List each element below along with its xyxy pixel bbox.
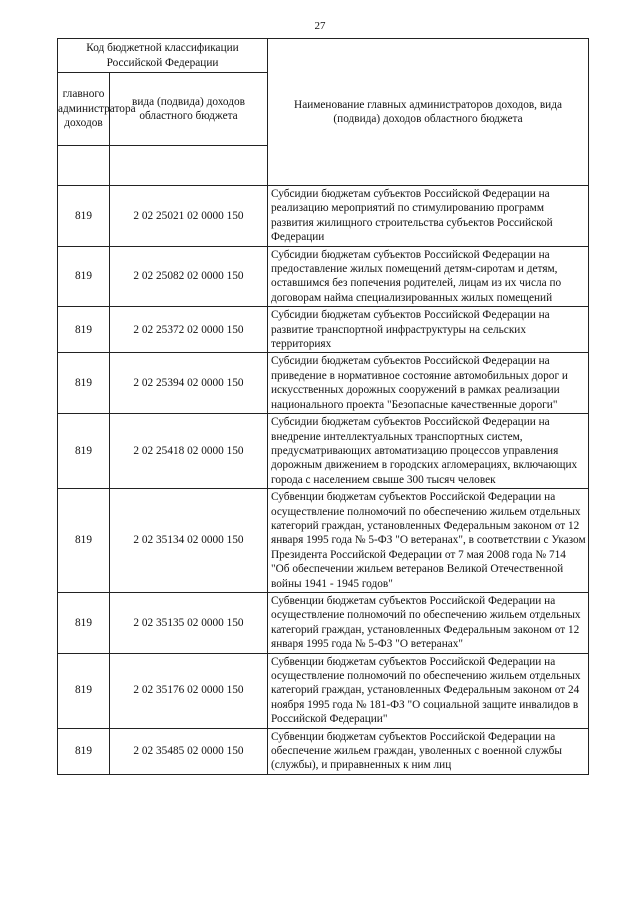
- income-name-cell: Субвенции бюджетам субъектов Российской Федерации на осуществление полномочий по обеспечению жильем отдельных категорий граждан, установленных Федеральным законом от 12 января 1995 года № 5-ФЗ "О ветеранах", в соответствии с Указом Президента Российской Федерации от 7 мая 2008 года № 714 "Об обеспечении жильем ветеранов Великой Отечественной войны 1941 - 1945 годов": [268, 489, 589, 593]
- income-code-cell: 2 02 35134 02 0000 150: [110, 489, 268, 593]
- table-row: [58, 186, 589, 247]
- income-name-cell: Субвенции бюджетам субъектов Российской Федерации на осуществление полномочий по обеспечению жильем отдельных категорий граждан, установленных Федеральным законом от 24 ноября 1995 года № 181-ФЗ "О социальной защите инвалидов в Российской Федерации": [268, 653, 589, 728]
- income-code-cell: 2 02 25418 02 0000 150: [110, 414, 268, 489]
- income-code-cell: 2 02 35135 02 0000 150: [110, 592, 268, 653]
- header-name-column: Наименование главных администраторов доходов, вида (подвида) доходов областного бюджета: [268, 39, 589, 186]
- income-code-cell: 2 02 35485 02 0000 150: [110, 728, 268, 774]
- table-row: [58, 353, 589, 414]
- income-code-cell: 2 02 25082 02 0000 150: [110, 246, 268, 307]
- income-code-cell: 2 02 25372 02 0000 150: [110, 307, 268, 353]
- table-row: [58, 489, 589, 593]
- income-code-cell: 2 02 35176 02 0000 150: [110, 653, 268, 728]
- income-name-cell: Субвенции бюджетам субъектов Российской Федерации на осуществление полномочий по обеспечению жильем отдельных категорий граждан, установленных Федеральным законом от 12 января 1995 года № 5-ФЗ "О ветеранах": [268, 592, 589, 653]
- income-code-cell: 2 02 25394 02 0000 150: [110, 353, 268, 414]
- admin-code-cell: 819: [58, 246, 110, 307]
- table-row: [58, 728, 589, 774]
- table-row: [58, 246, 589, 307]
- admin-code-cell: 819: [58, 728, 110, 774]
- admin-code-cell: 819: [58, 353, 110, 414]
- income-name-cell: Субсидии бюджетам субъектов Российской Федерации на предоставление жилых помещений детям-сиротам и детям, оставшимся без попечения родителей, лицам из их числа по договорам найма специализированных жилых помещений: [268, 246, 589, 307]
- income-name-cell: Субсидии бюджетам субъектов Российской Федерации на реализацию мероприятий по стимулированию программ развития жилищного строительства субъектов Российской Федерации: [268, 186, 589, 247]
- table-row: [58, 592, 589, 653]
- header-row-top: [58, 39, 589, 73]
- income-name-cell: Субсидии бюджетам субъектов Российской Федерации на внедрение интеллектуальных транспортных систем, предусматривающих автоматизацию процессов управления дорожным движением в городских агломерациях, включающих города с населением свыше 300 тысяч человек: [268, 414, 589, 489]
- income-name-cell: Субвенции бюджетам субъектов Российской Федерации на обеспечение жильем граждан, уволенных с военной службы (службы), и приравненных к ним лиц: [268, 728, 589, 774]
- admin-code-cell: 819: [58, 489, 110, 593]
- income-code-cell: 2 02 25021 02 0000 150: [110, 186, 268, 247]
- table-row: [58, 307, 589, 353]
- header-spacer-cell: [110, 146, 268, 186]
- table-header: [58, 39, 589, 186]
- admin-code-cell: 819: [58, 414, 110, 489]
- header-admin-column: главного администратора доходов: [58, 73, 110, 146]
- table-row: [58, 414, 589, 489]
- table-body: [58, 186, 589, 775]
- page-number: 27: [314, 20, 326, 32]
- admin-code-cell: 819: [58, 653, 110, 728]
- income-name-cell: Субсидии бюджетам субъектов Российской Федерации на приведение в нормативное состояние автомобильных дорог и искусственных дорожных сооружений в рамках реализации национального проекта "Безопасные качественные дороги": [268, 353, 589, 414]
- budget-classification-table: [57, 38, 589, 775]
- header-code-group: Код бюджетной классификации Российской Федерации: [58, 39, 268, 73]
- income-name-cell: Субсидии бюджетам субъектов Российской Федерации на развитие транспортной инфраструктуры на сельских территориях: [268, 307, 589, 353]
- header-code-column: вида (подвида) доходов областного бюджета: [110, 73, 268, 146]
- admin-code-cell: 819: [58, 307, 110, 353]
- admin-code-cell: 819: [58, 186, 110, 247]
- header-spacer-cell: [58, 146, 110, 186]
- admin-code-cell: 819: [58, 592, 110, 653]
- table-row: [58, 653, 589, 728]
